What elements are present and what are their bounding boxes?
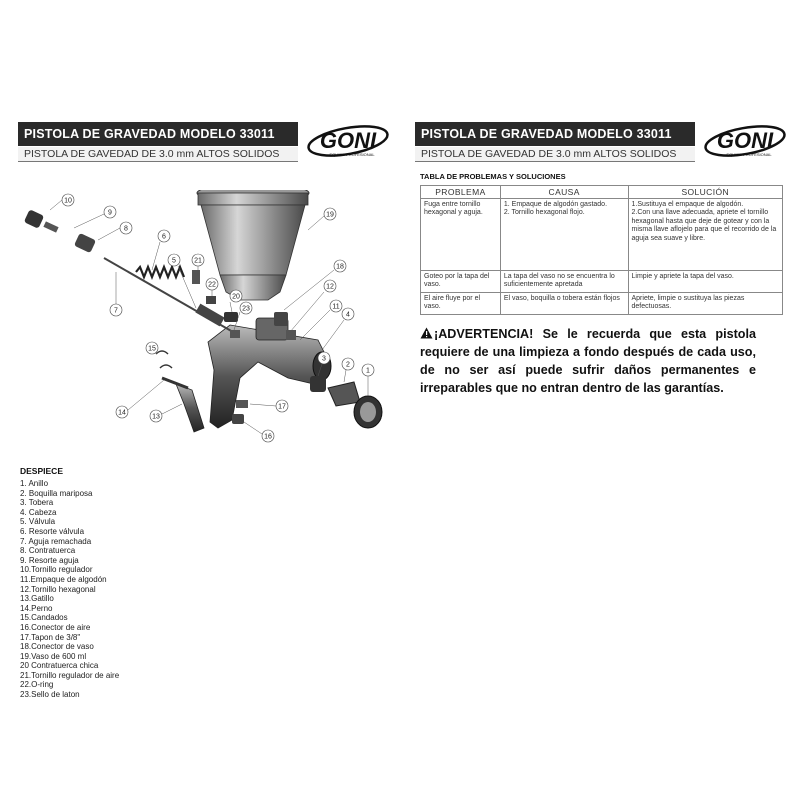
list-item: 13.Gatillo <box>20 594 54 604</box>
callout-1 <box>362 364 374 396</box>
callout-17 <box>250 400 288 412</box>
svg-text:7: 7 <box>114 307 118 315</box>
callout-15 <box>146 342 158 354</box>
svg-text:21: 21 <box>194 257 202 265</box>
svg-text:EQUIPO PROFESIONAL: EQUIPO PROFESIONAL <box>329 152 375 157</box>
title-bar <box>18 122 298 146</box>
list-item: 3. Tobera <box>20 498 54 508</box>
list-item: 15.Candados <box>20 613 68 623</box>
list-item: 9. Resorte aguja <box>20 555 79 565</box>
callout-12 <box>290 280 336 332</box>
callout-8 <box>98 222 132 240</box>
callout-2 <box>342 358 354 382</box>
callout-19 <box>308 208 336 230</box>
callout-9 <box>74 206 116 228</box>
svg-text:3: 3 <box>322 355 326 363</box>
page-subtitle: PISTOLA DE GAVEDAD DE 3.0 mm ALTOS SOLIDOS <box>24 148 280 160</box>
svg-text:1: 1 <box>366 367 370 375</box>
svg-text:5: 5 <box>172 257 176 265</box>
table-header-row <box>421 186 783 199</box>
warning-paragraph <box>420 325 756 397</box>
list-item: 6. Resorte válvula <box>20 526 85 536</box>
subtitle-bar <box>415 147 695 162</box>
svg-text:18: 18 <box>336 263 344 271</box>
svg-text:GONI: GONI <box>319 128 377 153</box>
table-row <box>421 199 783 271</box>
list-item: 22.O-ring <box>20 680 54 690</box>
subtitle-bar <box>18 147 298 162</box>
svg-text:10: 10 <box>64 197 72 205</box>
page-title: PISTOLA DE GRAVEDAD MODELO 33011 <box>24 127 275 141</box>
list-item: 8. Contratuerca <box>20 546 76 556</box>
svg-text:16: 16 <box>264 433 272 441</box>
svg-text:EQUIPO PROFESIONAL: EQUIPO PROFESIONAL <box>726 152 772 157</box>
goni-logo <box>703 124 787 160</box>
warning-text: ¡ADVERTENCIA! Se le recuerda que esta pistola requiere de una limpieza a fondo después de cada uso, de no ser así puede sufrir daños permanentes e irreparables que no entran dentro de las garantías. <box>420 327 756 395</box>
list-item: 4. Cabeza <box>20 507 57 517</box>
adjuster-knob <box>24 209 96 253</box>
table-title: TABLA DE PROBLEMAS Y SOLUCIONES <box>420 172 566 181</box>
svg-text:15: 15 <box>148 345 156 353</box>
callout-11 <box>300 300 342 340</box>
callout-5 <box>168 254 196 308</box>
cell-problema: El aire fluye por el vaso. <box>421 293 501 315</box>
page-title: PISTOLA DE GRAVEDAD MODELO 33011 <box>421 127 672 141</box>
warning-icon <box>420 327 433 339</box>
parts-list <box>20 479 119 700</box>
svg-text:14: 14 <box>118 409 126 417</box>
svg-text:6: 6 <box>162 233 166 241</box>
title-bar <box>415 122 695 146</box>
svg-text:20: 20 <box>232 293 240 301</box>
needle-assembly <box>104 258 233 332</box>
svg-text:22: 22 <box>208 281 216 289</box>
list-item: 21.Tornillo regulador de aire <box>20 670 120 680</box>
cell-causa: La tapa del vaso no se encuentra lo suficientemente apretada <box>500 271 628 293</box>
cell-problema: Goteo por la tapa del vaso. <box>421 271 501 293</box>
list-item: 16.Conector de aire <box>20 622 91 632</box>
svg-text:12: 12 <box>326 283 334 291</box>
cell-problema: Fuga entre tornillo hexagonal y aguja. <box>421 199 501 271</box>
list-item: 2. Boquilla mariposa <box>20 488 93 498</box>
table-row <box>421 271 783 293</box>
list-item: 17.Tapon de 3/8" <box>20 632 81 642</box>
svg-text:GONI: GONI <box>716 128 774 153</box>
svg-text:13: 13 <box>152 413 160 421</box>
page-subtitle: PISTOLA DE GAVEDAD DE 3.0 mm ALTOS SOLIDOS <box>421 148 677 160</box>
list-item: 23.Sello de laton <box>20 690 80 700</box>
cell-causa: 1. Empaque de algodón gastado. 2. Tornillo hexagonal flojo. <box>500 199 628 271</box>
callout-22 <box>206 278 218 296</box>
list-item: 18.Conector de vaso <box>20 642 94 652</box>
header-solucion: SOLUCIÓN <box>628 186 783 199</box>
cell-solucion: Apriete, limpie o sustituya las piezas defectuosas. <box>628 293 783 315</box>
table-row <box>421 293 783 315</box>
exploded-diagram <box>18 190 388 450</box>
svg-text:9: 9 <box>108 209 112 217</box>
svg-text:19: 19 <box>326 211 334 219</box>
callout-6 <box>152 230 170 270</box>
svg-text:2: 2 <box>346 361 350 369</box>
gun-body <box>208 318 331 428</box>
cell-solucion: 1.Sustituya el empaque de algodón. 2.Con una llave adecuada, apriete el tornillo hexagonal hasta que deje de gotear y con la misma llave aflojelo para que el recorrido de la aguja sea suave y libre. <box>628 199 783 271</box>
callout-7 <box>110 272 122 316</box>
list-item: 7. Aguja remachada <box>20 536 92 546</box>
svg-text:17: 17 <box>278 403 286 411</box>
despiece-title: DESPIECE <box>20 466 63 476</box>
list-item: 20 Contratuerca chica <box>20 661 99 671</box>
list-item: 14.Perno <box>20 603 53 613</box>
list-item: 11.Empaque de algodón <box>20 574 107 584</box>
svg-text:23: 23 <box>242 305 250 313</box>
list-item: 19.Vaso de 600 ml <box>20 651 87 661</box>
cell-solucion: Limpie y apriete la tapa del vaso. <box>628 271 783 293</box>
svg-text:8: 8 <box>124 225 128 233</box>
callout-13 <box>150 404 182 422</box>
header-causa: CAUSA <box>500 186 628 199</box>
callout-4 <box>322 308 354 350</box>
svg-text:4: 4 <box>346 311 350 319</box>
list-item: 10.Tornillo regulador <box>20 565 93 575</box>
svg-text:11: 11 <box>332 303 340 311</box>
troubleshooting-table <box>420 185 783 315</box>
list-item: 1. Anillo <box>20 479 49 488</box>
header-problema: PROBLEMA <box>421 186 501 199</box>
list-item: 12.Tornillo hexagonal <box>20 584 96 594</box>
goni-logo <box>306 124 390 160</box>
list-item: 5. Válvula <box>20 517 56 527</box>
callout-16 <box>244 422 274 442</box>
cell-causa: El vaso, boquilla o tobera están flojos <box>500 293 628 315</box>
callout-10 <box>50 194 74 210</box>
